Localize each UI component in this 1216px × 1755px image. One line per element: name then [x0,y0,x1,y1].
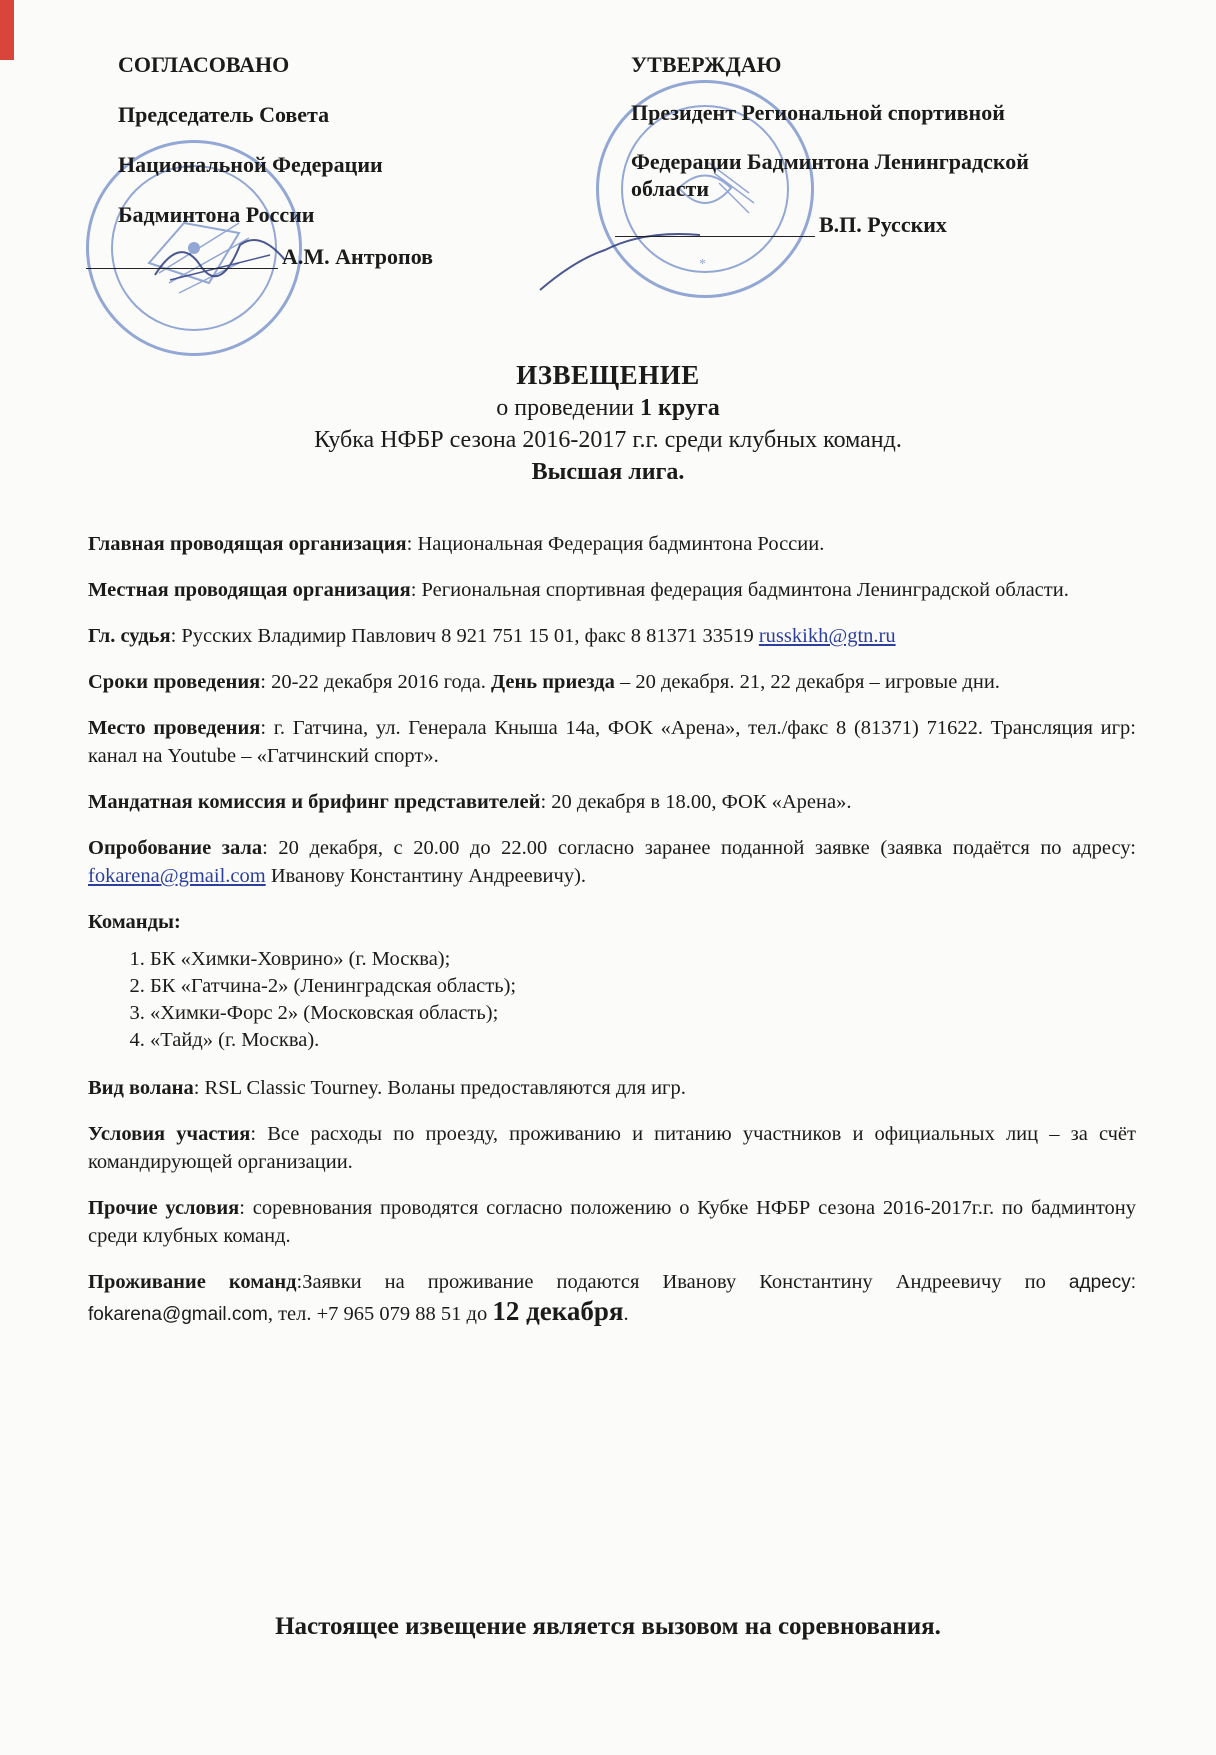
local-organizer [88,576,1136,604]
team-item: 1. БК «Химки-Ховрино» (г. Москва); [150,946,1136,973]
notice-subtitle-league: Высшая лига. [531,459,685,485]
approved-signature-row [631,212,1151,237]
team-housing [88,1268,1136,1329]
agreed-block [118,52,538,294]
svg-text:*: * [699,257,706,272]
main-organizer-value: : Национальная Федерация бадминтона России. [406,533,825,555]
main-organizer [88,530,1136,558]
shuttle-type [88,1074,1136,1102]
approved-position-line2: Федерации Бадминтона Ленинградской области [631,149,1029,201]
team-item: 2. БК «Гатчина-2» (Ленинградская область); [150,973,1136,1000]
mandate-commission-value: : 20 декабря в 18.00, ФОК «Арена». [540,791,852,813]
notice-heading [0,358,1216,488]
main-organizer-label: Главная проводящая организация [88,533,407,555]
event-dates [88,668,1136,696]
notice-subtitle-cup: Кубка НФБР сезона 2016-2017 г.г. среди клубных команд. [314,427,902,453]
participation-conditions [88,1120,1136,1176]
notice-footer: Настоящее извещение является вызовом на соревнования. [275,1613,941,1640]
approved-signatory: В.П. Русских [819,212,947,237]
agreed-position-line2: Национальной Федерации [118,152,383,177]
mandate-commission-label: Мандатная комиссия и брифинг представителей [88,791,541,813]
hall-testing-value-end: Иванову Константину Андреевичу). [265,865,587,887]
agreed-signature-row [118,244,538,269]
chief-judge-email-link[interactable]: russkikh@gtn.ru [758,625,896,647]
chief-judge-value: : Русских Владимир Павлович 8 921 751 15 01, факс 8 81371 33519 [170,625,759,647]
participation-conditions-value: : Все расходы по проезду, проживанию и питанию участников и официальных лиц – за счёт командирующей организации. [88,1123,1136,1173]
event-dates-value: : 20-22 декабря 2016 года. [260,671,491,693]
agreed-signature-line [86,248,278,269]
subtitle-prefix: о проведении [496,395,640,421]
agreed-position-line3: Бадминтона России [118,202,315,227]
team-housing-label: Проживание команд [88,1271,297,1293]
hall-testing-label: Опробование зала [88,837,263,859]
approved-position-line1: Президент Региональной спортивной [631,100,1005,125]
approved-signature-line [615,216,815,237]
agreed-position-line1: Председатель Совета [118,102,330,127]
approved-heading: УТВЕРЖДАЮ [631,52,782,77]
hall-testing-value: : 20 декабря, с 20.00 до 22.00 согласно заранее поданной заявке (заявка подаётся по адресу: [262,837,1136,859]
event-venue-label: Место проведения [88,717,261,739]
team-item: 4. «Тайд» (г. Москва). [150,1027,1136,1054]
local-organizer-label: Местная проводящая организация [88,579,411,601]
hall-testing [88,834,1136,890]
participation-conditions-label: Условия участия [88,1123,251,1145]
team-housing-value: :Заявки на проживание подаются Иванову Константину Андреевичу по [296,1271,1069,1293]
approval-block [118,52,1146,302]
arrival-day-label: День приезда [491,671,615,693]
hall-testing-email-link[interactable]: fokarena@gmail.com [88,865,266,887]
agreed-signatory: А.М. Антропов [282,244,434,269]
page-corner-mark [0,0,14,60]
chief-judge-label: Гл. судья [88,625,171,647]
team-housing-deadline: 12 декабря [492,1296,624,1326]
other-conditions [88,1194,1136,1250]
notice-title: ИЗВЕЩЕНИЕ [516,360,700,390]
notice-subtitle-round [0,392,1216,424]
approved-block [631,52,1151,262]
teams-list [88,946,1136,1054]
subtitle-round: 1 круга [640,395,720,421]
mandate-commission [88,788,1136,816]
arrival-day-value: – 20 декабря. 21, 22 декабря – игровые дни. [614,671,1000,693]
other-conditions-value: : соревнования проводятся согласно положению о Кубке НФБР сезона 2016-2017г.г. по бадминтону среди клубных команд. [88,1197,1136,1247]
chief-judge [88,622,1136,650]
shuttle-type-label: Вид волана [88,1077,194,1099]
teams-heading: Команды: [88,911,181,933]
team-item: 3. «Химки-Форс 2» (Московская область); [150,1000,1136,1027]
notice-body [88,530,1136,1347]
event-dates-label: Сроки проведения [88,671,261,693]
event-venue [88,714,1136,770]
other-conditions-label: Прочие условия [88,1197,240,1219]
team-housing-email: адресу: fokarena@gmail.com [88,1272,1136,1325]
team-housing-phone: , тел. +7 965 079 88 51 до [267,1303,493,1325]
event-venue-value: : г. Гатчина, ул. Генерала Кныша 14а, ФОК «Арена», тел./факс 8 (81371) 71622. Трансляция игр: канал на Youtube – «Гатчинский спорт». [88,717,1136,767]
team-housing-end: . [623,1303,629,1325]
agreed-heading: СОГЛАСОВАНО [118,52,290,77]
shuttle-type-value: : RSL Classic Tourney. Воланы предоставляются для игр. [193,1077,686,1099]
local-organizer-value: : Региональная спортивная федерация бадминтона Ленинградской области. [410,579,1069,601]
